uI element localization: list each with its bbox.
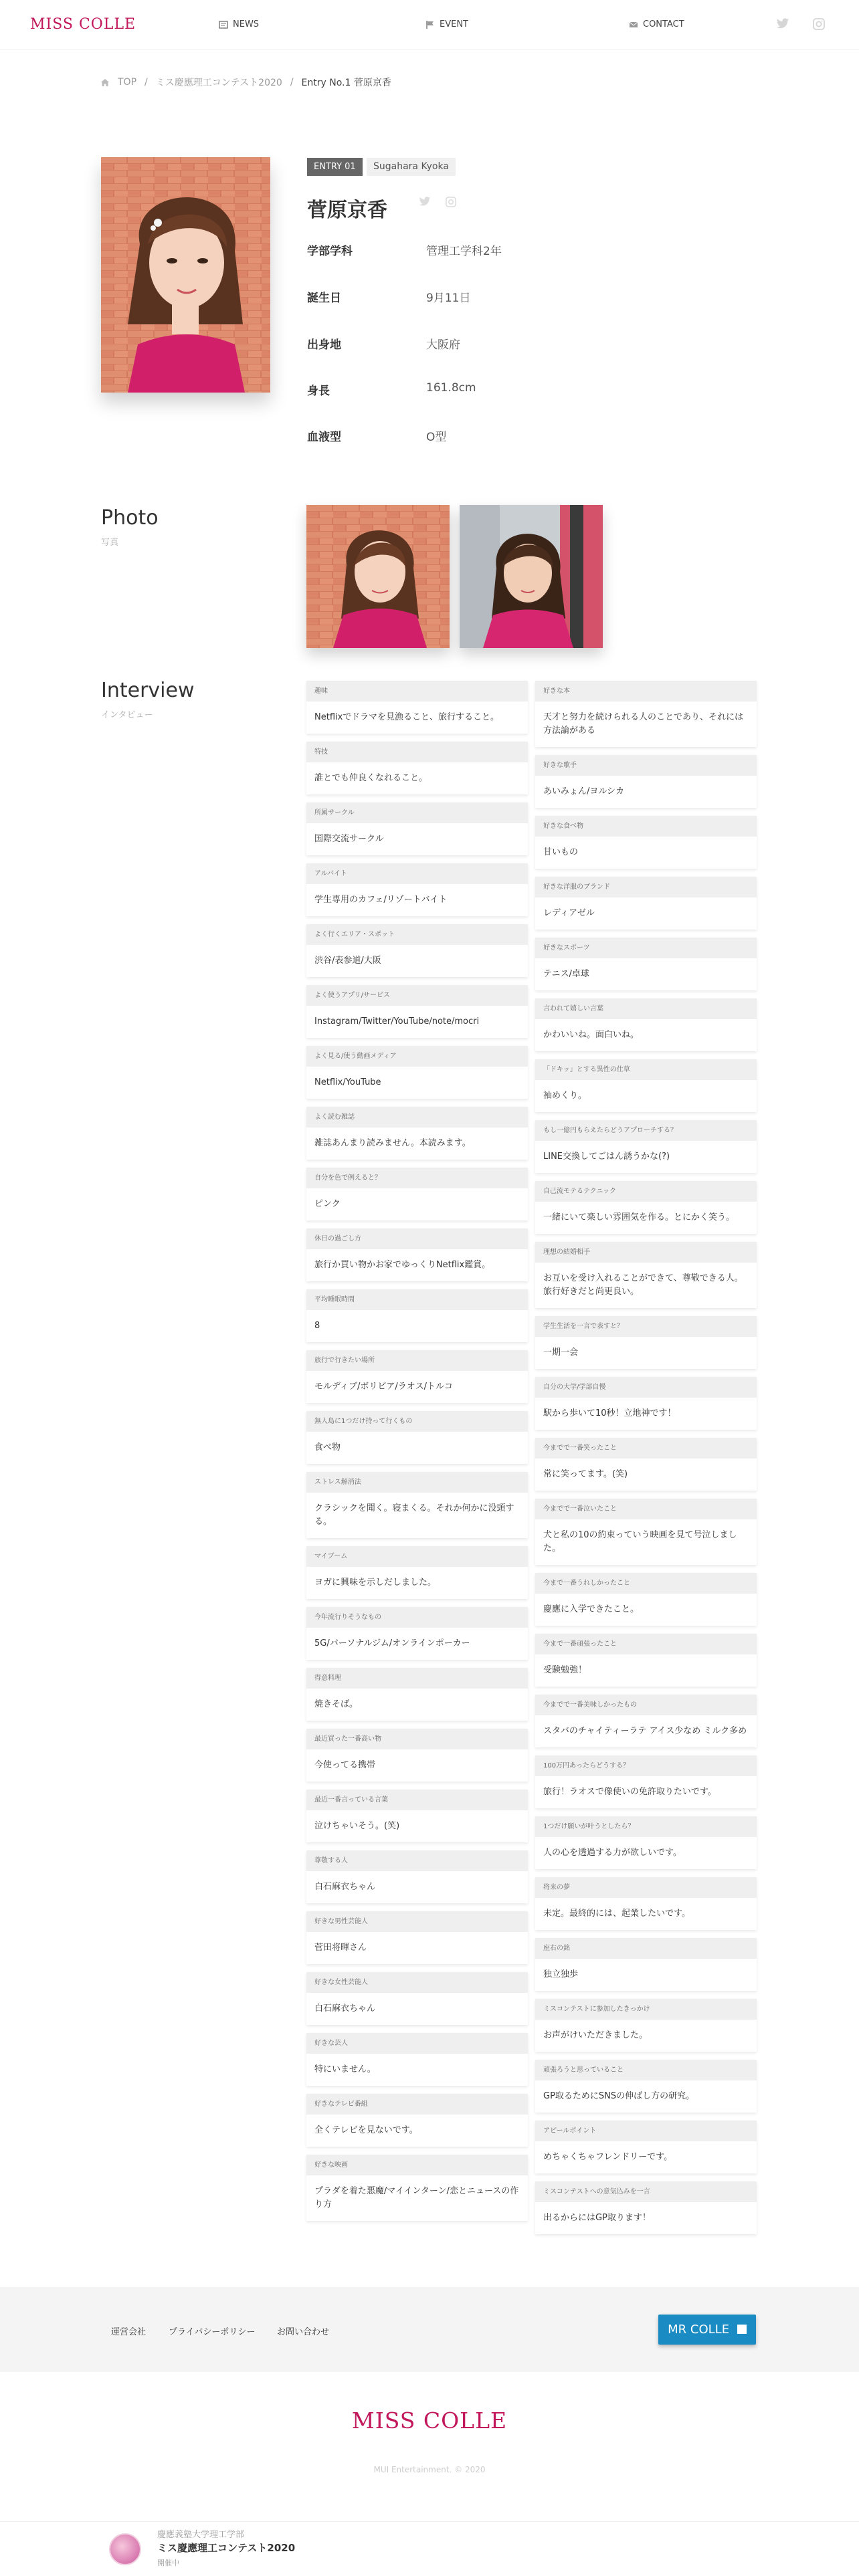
interview-card (306, 802, 528, 855)
interview-question: よく読む雑誌 (306, 1107, 528, 1128)
interview-answer: あいみょん/ヨルシカ (543, 786, 625, 796)
interview-answer: 犬と私の10の約束っていう映画を見て号泣しました。 (543, 1530, 737, 1553)
profile-photo (101, 157, 270, 393)
interview-answer: Instagram/Twitter/YouTube/note/mocri (314, 1016, 480, 1027)
interview-question: 最近一番言っている言葉 (306, 1790, 528, 1810)
interview-question: 所属サークル (306, 802, 528, 823)
interview-card (535, 755, 757, 808)
nav-contact-label: CONTACT (643, 19, 684, 29)
interview-answer: 旅行！ラオスで像使いの免許取りたいです。 (543, 1787, 717, 1797)
footer-link-contact[interactable]: お問い合わせ (277, 2327, 330, 2337)
interview-card (306, 742, 528, 794)
twitter-icon[interactable] (776, 18, 789, 29)
nav-event-label: EVENT (440, 19, 468, 29)
interview-card (306, 863, 528, 916)
interview-card (306, 1289, 528, 1342)
profile-value: O型 (426, 431, 447, 444)
interview-question: 無人島に1つだけ持って行くもの (306, 1411, 528, 1432)
interview-question: 平均睡眠時間 (306, 1289, 528, 1310)
interview-card (535, 1573, 757, 1626)
interview-answer: 出るからにはGP取ります！ (543, 2213, 651, 2223)
interview-card (535, 1755, 757, 1808)
interview-answer: 雑誌あんまり読みません。本読みます。 (314, 1138, 471, 1148)
interview-answer: 食べ物 (314, 1442, 341, 1453)
interview-question: もし一億円もらえたらどうアプローチする？ (535, 1120, 757, 1141)
interview-answer: 受験勉強！ (543, 1665, 587, 1675)
contest-icon (109, 2533, 141, 2565)
profile-value: 管理工学科2年 (426, 245, 502, 258)
interview-question: 得意料理 (306, 1668, 528, 1689)
interview-question: アルバイト (306, 863, 528, 884)
interview-answer: Netflixでドラマを見漁ること、旅行すること。 (314, 712, 500, 722)
interview-card (535, 1377, 757, 1430)
photo-section-subtitle: 写真 (101, 538, 119, 548)
interview-question: 頑張ろうと思っていること (535, 2060, 757, 2080)
interview-card (306, 1411, 528, 1464)
interview-answer: 渋谷/表参道/大阪 (314, 956, 381, 966)
interview-question: よく使うアプリ/サービス (306, 985, 528, 1006)
interview-answer: 白石麻衣ちゃん (314, 2004, 376, 2014)
interview-question: 好きな映画 (306, 2155, 528, 2175)
interview-card (535, 1499, 757, 1565)
interview-question: 将来の夢 (535, 1877, 757, 1898)
interview-answer: お互いを受け入れることができて、尊敬できる人。旅行好きだと尚更良い。 (543, 1273, 743, 1297)
interview-card (535, 2181, 757, 2234)
profile-value: 大阪府 (426, 338, 460, 352)
interview-question: 今までで一番泣いたこと (535, 1499, 757, 1519)
interview-question: 休日の過ごし方 (306, 1228, 528, 1249)
profile-label: 誕生日 (307, 292, 341, 305)
breadcrumb-top[interactable]: TOP (118, 77, 137, 88)
interview-answer: 5G/パーソナルジム/オンラインポーカー (314, 1638, 470, 1648)
interview-answer: ヨガに興味を示しだしました。 (314, 1578, 437, 1588)
footer-link-company[interactable]: 運営会社 (111, 2327, 147, 2337)
photo-section-title: Photo (101, 506, 159, 530)
interview-answer: 駅から歩いて10秒！立地神です！ (543, 1408, 676, 1418)
interview-card (535, 1438, 757, 1491)
interview-card (306, 1228, 528, 1281)
interview-card (306, 985, 528, 1038)
interview-card (306, 681, 528, 734)
interview-question: 今まで一番うれしかったこと (535, 1573, 757, 1594)
interview-question: 理想の結婚相手 (535, 1242, 757, 1263)
interview-card (535, 1938, 757, 1991)
interview-card (306, 2094, 528, 2147)
interview-answer: 一期一会 (543, 1348, 579, 1358)
interview-question: 今まで一番頑張ったこと (535, 1634, 757, 1654)
interview-question: 好きな芸人 (306, 2033, 528, 2054)
interview-answer: 慶應に入学できたこと。 (543, 1604, 640, 1614)
interview-card (535, 1242, 757, 1308)
flag-icon (425, 20, 435, 29)
interview-question: ストレス解消法 (306, 1472, 528, 1493)
breadcrumb (100, 76, 391, 89)
interview-answer: 天才と努力を続けられる人のことであり、それには方法論がある (543, 712, 744, 736)
interview-question: 好きな食べ物 (535, 816, 757, 837)
profile-value: 9月11日 (426, 292, 471, 305)
interview-card (535, 1120, 757, 1173)
interview-card (306, 1668, 528, 1721)
profile-label: 血液型 (307, 431, 341, 444)
interview-question: 自分を色で例えると？ (306, 1168, 528, 1188)
name-romaji: Sugahara Kyoka (367, 158, 456, 176)
interview-answer: GP取るためにSNSの伸ばし方の研究。 (543, 2091, 695, 2101)
interview-answer: 8 (314, 1321, 320, 1331)
interview-section-title: Interview (101, 679, 195, 702)
interview-answer: レディアゼル (543, 908, 595, 918)
interview-question: 100万円あったらどうする？ (535, 1755, 757, 1776)
interview-question: よく見る/使う動画メディア (306, 1046, 528, 1067)
mail-icon (629, 20, 638, 29)
interview-answer: お声がけいただきました。 (543, 2030, 648, 2040)
interview-question: 自分の大学/学部自慢 (535, 1377, 757, 1398)
interview-question: 好きな歌手 (535, 755, 757, 776)
interview-answer: めちゃくちゃフレンドリーです。 (543, 2152, 673, 2162)
interview-question: 言われて嬉しい言葉 (535, 998, 757, 1019)
interview-question: 趣味 (306, 681, 528, 702)
interview-card (306, 1790, 528, 1842)
interview-card (306, 1046, 528, 1099)
gallery-photo-image (306, 505, 450, 648)
interview-answer: 泣けちゃいそう。(笑) (314, 1821, 400, 1831)
interview-answer: 一緒にいて楽しい雰囲気を作る。とにかく笑う。 (543, 1212, 735, 1222)
interview-answer: 白石麻衣ちゃん (314, 1882, 376, 1892)
breadcrumb-separator: / (145, 77, 148, 88)
interview-card (535, 938, 757, 990)
interview-question: 学生生活を一言で表すと？ (535, 1316, 757, 1337)
interview-answer: LINE交換してごはん誘うかな(?) (543, 1152, 670, 1162)
interview-card (535, 1999, 757, 2052)
interview-card (535, 998, 757, 1051)
interview-question: 好きなスポーツ (535, 938, 757, 958)
interview-card (535, 1695, 757, 1747)
gallery-photo[interactable] (306, 505, 450, 648)
interview-answer: 国際交流サークル (314, 834, 384, 844)
interview-answer: 誰とでも仲良くなれること。 (314, 773, 428, 783)
interview-question: 好きな男性芸能人 (306, 1911, 528, 1932)
interview-card (306, 1472, 528, 1538)
interview-question: 好きな洋服のブランド (535, 877, 757, 897)
gallery-photo[interactable] (460, 505, 603, 648)
interview-card (306, 924, 528, 977)
interview-answer: 独立独歩 (543, 1969, 579, 1979)
interview-question: 座右の銘 (535, 1938, 757, 1959)
interview-card (306, 1168, 528, 1220)
contest-name: ミス慶應理工コンテスト2020 (157, 2542, 296, 2554)
interview-card (535, 1181, 757, 1234)
interview-card (306, 1850, 528, 1903)
footer-logo[interactable]: MISS COLLE (351, 2407, 508, 2434)
interview-answer: 特にいません。 (314, 2064, 376, 2074)
interview-question: 「ドキッ」とする異性の仕草 (535, 1059, 757, 1080)
interview-question: 自己流モテるテクニック (535, 1181, 757, 1202)
interview-question: 旅行で行きたい場所 (306, 1350, 528, 1371)
interview-column-left (306, 681, 528, 2229)
gallery-photo-image (460, 505, 603, 648)
interview-card (306, 1350, 528, 1403)
interview-answer: 未定。最終的には、起業したいです。 (543, 1909, 690, 1919)
site-logo[interactable]: MISS COLLE (30, 16, 136, 33)
interview-question: 好きな本 (535, 681, 757, 702)
interview-answer: Netflix/YouTube (314, 1077, 381, 1087)
interview-card (535, 2121, 757, 2173)
interview-answer: テニス/卓球 (543, 969, 589, 979)
news-icon (219, 20, 228, 29)
interview-card (535, 1634, 757, 1687)
mr-colle-label: MR COLLE (668, 2323, 730, 2337)
instagram-icon[interactable] (446, 197, 456, 207)
breadcrumb-separator: / (290, 77, 294, 88)
copyright: MUI Entertainment. © 2020 (373, 2465, 486, 2474)
interview-card (535, 2060, 757, 2113)
interview-question: よく行くエリア・スポット (306, 924, 528, 945)
interview-card (535, 1316, 757, 1369)
interview-answer: 菅田将暉さん (314, 1943, 367, 1953)
breadcrumb-contest[interactable]: ミス慶應理工コンテスト2020 (155, 78, 282, 88)
interview-answer: 学生専用のカフェ/リゾートバイト (314, 895, 448, 905)
home-icon (100, 78, 110, 87)
interview-answer: 全くテレビを見ないです。 (314, 2125, 418, 2135)
interview-question: 特技 (306, 742, 528, 762)
interview-question: 好きな女性芸能人 (306, 1972, 528, 1993)
footer-link-privacy[interactable]: プライバシーポリシー (169, 2327, 256, 2337)
interview-answer: クラシックを聞く。寝まくる。それか何かに没頭する。 (314, 1503, 514, 1527)
interview-card (535, 681, 757, 747)
profile-label: 出身地 (307, 338, 341, 352)
interview-answer: プラダを着た悪魔/マイインターン/恋とニュースの作り方 (314, 2186, 519, 2210)
contest-status: 開催中 (157, 2559, 179, 2567)
interview-question: 最近買った一番高い物 (306, 1729, 528, 1749)
interview-card (535, 877, 757, 930)
instagram-icon[interactable] (813, 18, 825, 30)
nav-contact[interactable] (629, 19, 684, 29)
interview-card (535, 1059, 757, 1112)
interview-card (306, 1607, 528, 1660)
interview-answer: ピンク (314, 1199, 341, 1209)
profile-value: 161.8cm (426, 381, 476, 395)
interview-card (306, 1972, 528, 2025)
interview-answer: かわいいね。面白いね。 (543, 1030, 640, 1040)
interview-question: アピールポイント (535, 2121, 757, 2141)
interview-column-right (535, 681, 757, 2242)
interview-answer: 旅行か買い物かお家でゆっくりNetflix鑑賞。 (314, 1260, 491, 1270)
interview-question: ミスコンテストへの意気込みを一言 (535, 2181, 757, 2202)
interview-answer: 今使ってる携帯 (314, 1760, 376, 1770)
interview-answer: スタバのチャイティーラテ アイス少なめ ミルク多め (543, 1726, 747, 1736)
nav-news[interactable] (219, 19, 259, 29)
interview-card (306, 1546, 528, 1599)
breadcrumb-current: Entry No.1 菅原京香 (301, 78, 391, 88)
interview-answer: 常に笑ってます。(笑) (543, 1469, 628, 1479)
interview-question: 尊敬する人 (306, 1850, 528, 1871)
contestant-name: 菅原京香 (307, 199, 387, 222)
interview-question: 今までで一番美味しかったもの (535, 1695, 757, 1715)
interview-card (306, 1911, 528, 1964)
interview-question: 今までで一番笑ったこと (535, 1438, 757, 1459)
interview-question: 1つだけ願いが叶うとしたら？ (535, 1816, 757, 1837)
interview-card (306, 1729, 528, 1782)
interview-question: ミスコンテストに参加したきっかけ (535, 1999, 757, 2020)
interview-answer: 甘いもの (543, 847, 579, 857)
nav-event[interactable] (425, 19, 468, 29)
school-name: 慶應義塾大学理工学部 (157, 2530, 245, 2540)
interview-answer: モルディブ/ボリビア/ラオス/トルコ (314, 1382, 453, 1392)
profile-label: 学部学科 (307, 245, 353, 258)
interview-question: 好きなテレビ番組 (306, 2094, 528, 2115)
interview-question: 今年流行りそうなもの (306, 1607, 528, 1628)
interview-card (535, 1816, 757, 1869)
profile-label: 身長 (307, 385, 330, 398)
interview-card (306, 1107, 528, 1160)
interview-card (535, 816, 757, 869)
nav-news-label: NEWS (233, 19, 260, 29)
twitter-icon[interactable] (419, 197, 431, 207)
interview-card (306, 2033, 528, 2086)
interview-section-subtitle: インタビュー (101, 710, 153, 720)
portrait-illustration (101, 157, 270, 393)
external-link-icon (737, 2325, 747, 2334)
site-header (0, 0, 859, 50)
interview-answer: 人の心を透過する力が欲しいです。 (543, 1848, 682, 1858)
interview-question: マイブーム (306, 1546, 528, 1567)
interview-card (306, 2155, 528, 2221)
interview-answer: 焼きそば。 (314, 1699, 359, 1709)
interview-card (535, 1877, 757, 1930)
interview-answer: 袖めくり。 (543, 1091, 587, 1101)
entry-badge: ENTRY 01 (307, 158, 363, 176)
mr-colle-button[interactable] (658, 2315, 756, 2345)
